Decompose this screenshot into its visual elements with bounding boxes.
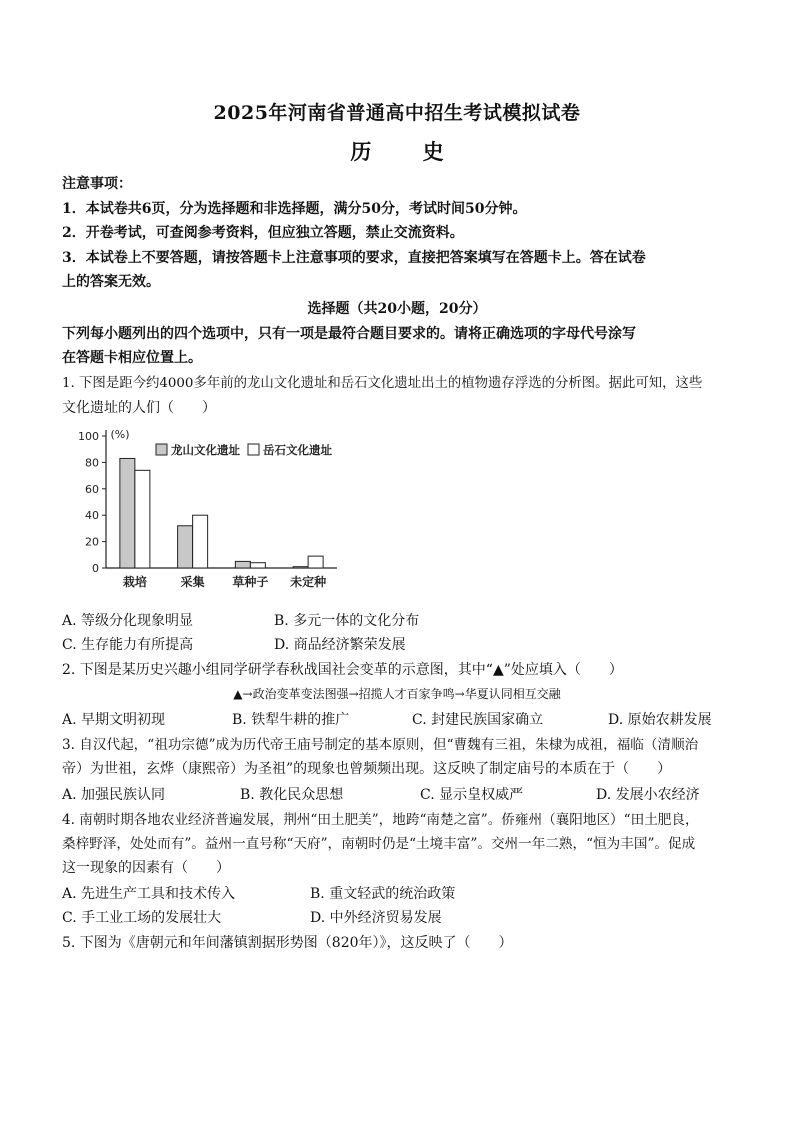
legend-swatch-1 <box>248 444 259 455</box>
subject-title: 历 史 <box>350 139 466 164</box>
bar-2-0 <box>235 561 250 568</box>
q2-option-d[interactable]: D. 原始农耕发展 <box>608 712 712 728</box>
legend-label-1: 岳石文化遗址 <box>263 443 332 457</box>
q1-option-c[interactable]: C. 生存能力有所提高 <box>62 637 194 653</box>
q4-option-a[interactable]: A. 先进生产工具和技术传入 <box>62 886 236 902</box>
bar-0-0 <box>120 458 135 568</box>
notes-heading: 注意事项： <box>62 176 132 192</box>
exam-title: 2025年河南省普通高中招生考试模拟试卷 <box>213 102 581 124</box>
q2-stem: 2. 下图是某历史兴趣小组同学研学春秋战国社会变革的示意图，其中“▲”处应填入（ ） <box>62 662 623 678</box>
note-2: 2．开卷考试，可查阅参考资料，但应独立答题，禁止交流资料。 <box>62 225 464 241</box>
y-tick-label-5: 100 <box>78 430 99 443</box>
y-axis-label: (%) <box>110 428 130 441</box>
q2-flow-diagram: ▲→政治变革变法图强→招揽人才百家争鸣→华夏认同相互交融 <box>233 687 561 701</box>
q1-bar-chart <box>62 418 352 598</box>
chart-root <box>78 428 337 589</box>
q3-stem-1: 3. 自汉代起，“祖功宗德”成为历代帝王庙号制定的基本原则，但“曹魏有三祖，朱棣为成祖，福临（清顺治 <box>62 737 699 753</box>
bar-1-1 <box>193 515 208 568</box>
note-3-line-2: 上的答案无效。 <box>62 274 160 290</box>
x-tick-label-0: 栽培 <box>122 575 147 589</box>
y-tick-label-2: 40 <box>85 509 99 523</box>
x-tick-label-1: 采集 <box>180 575 205 589</box>
y-tick-label-1: 20 <box>85 535 99 549</box>
q1-stem-2: 文化遗址的人们（ ） <box>62 400 216 416</box>
q4-option-b[interactable]: B. 重文轻武的统治政策 <box>310 886 456 902</box>
bar-0-1 <box>135 470 150 568</box>
q3-stem-2: 帝）为世祖，玄烨（康熙帝）为圣祖”的现象也曾频频出现。这反映了制定庙号的本质在于（ ） <box>62 761 672 777</box>
section-instruction-1: 下列每小题列出的四个选项中，只有一项是最符合题目要求的。请将正确选项的字母代号涂写 <box>62 326 636 342</box>
q3-option-b[interactable]: B. 教化民众思想 <box>240 787 344 803</box>
q3-option-a[interactable]: A. 加强民族认同 <box>62 787 166 803</box>
q1-stem-1: 1. 下图是距今约4000多年前的龙山文化遗址和岳石文化遗址出土的植物遗存浮选的分析图。据此可知，这些 <box>62 376 703 391</box>
q2-option-c[interactable]: C. 封建民族国家确立 <box>412 712 544 728</box>
bar-1-0 <box>178 526 193 568</box>
section-instruction-2: 在答题卡相应位置上。 <box>62 350 202 366</box>
q4-option-c[interactable]: C. 手工业工场的发展壮大 <box>62 910 222 926</box>
q1-option-a[interactable]: A. 等级分化现象明显 <box>62 613 194 629</box>
legend-swatch-0 <box>156 444 167 455</box>
q5-stem: 5. 下图为《唐朝元和年间藩镇割据形势图（820年）》，这反映了（ ） <box>62 935 513 951</box>
y-tick-label-3: 60 <box>85 482 99 496</box>
q3-option-d[interactable]: D. 发展小农经济 <box>596 787 700 803</box>
note-1: 1．本试卷共6页，分为选择题和非选择题，满分50分，考试时间50分钟。 <box>62 201 527 217</box>
y-tick-label-0: 0 <box>92 562 99 575</box>
q2-option-b[interactable]: B. 铁犁牛耕的推广 <box>232 712 350 728</box>
bar-3-0 <box>293 567 308 568</box>
note-3-line-1: 3．本试卷上不要答题，请按答题卡上注意事项的要求，直接把答案填写在答题卡上。答在试卷 <box>62 250 646 266</box>
bar-3-1 <box>308 556 323 568</box>
q3-option-c[interactable]: C. 显示皇权威严 <box>420 787 524 803</box>
q4-option-d[interactable]: D. 中外经济贸易发展 <box>310 910 442 926</box>
q1-option-d[interactable]: D. 商品经济繁荣发展 <box>274 637 406 653</box>
x-tick-label-3: 未定种 <box>290 575 327 589</box>
legend-label-0: 龙山文化遗址 <box>171 443 240 457</box>
q2-option-a[interactable]: A. 早期文明初现 <box>62 712 166 728</box>
bar-2-1 <box>250 563 265 568</box>
section-title: 选择题（共20小题，20分） <box>307 301 487 317</box>
y-tick-label-4: 80 <box>85 456 99 470</box>
q4-stem-2: 桑梓野泽，处处而有”。益州一直号称“天府”，南朝时仍是“土境丰富”。交州一年二熟，“恒为丰国”。促成 <box>62 836 696 852</box>
x-tick-label-2: 草种子 <box>232 575 269 589</box>
q4-stem-3: 这一现象的因素有（ ） <box>62 860 230 876</box>
q4-stem-1: 4. 南朝时期各地农业经济普遍发展，荆州“田土肥美”，地跨“南楚之富”。侨雍州（襄阳地区）“田土肥良， <box>62 812 699 828</box>
q1-option-b[interactable]: B. 多元一体的文化分布 <box>274 613 420 629</box>
